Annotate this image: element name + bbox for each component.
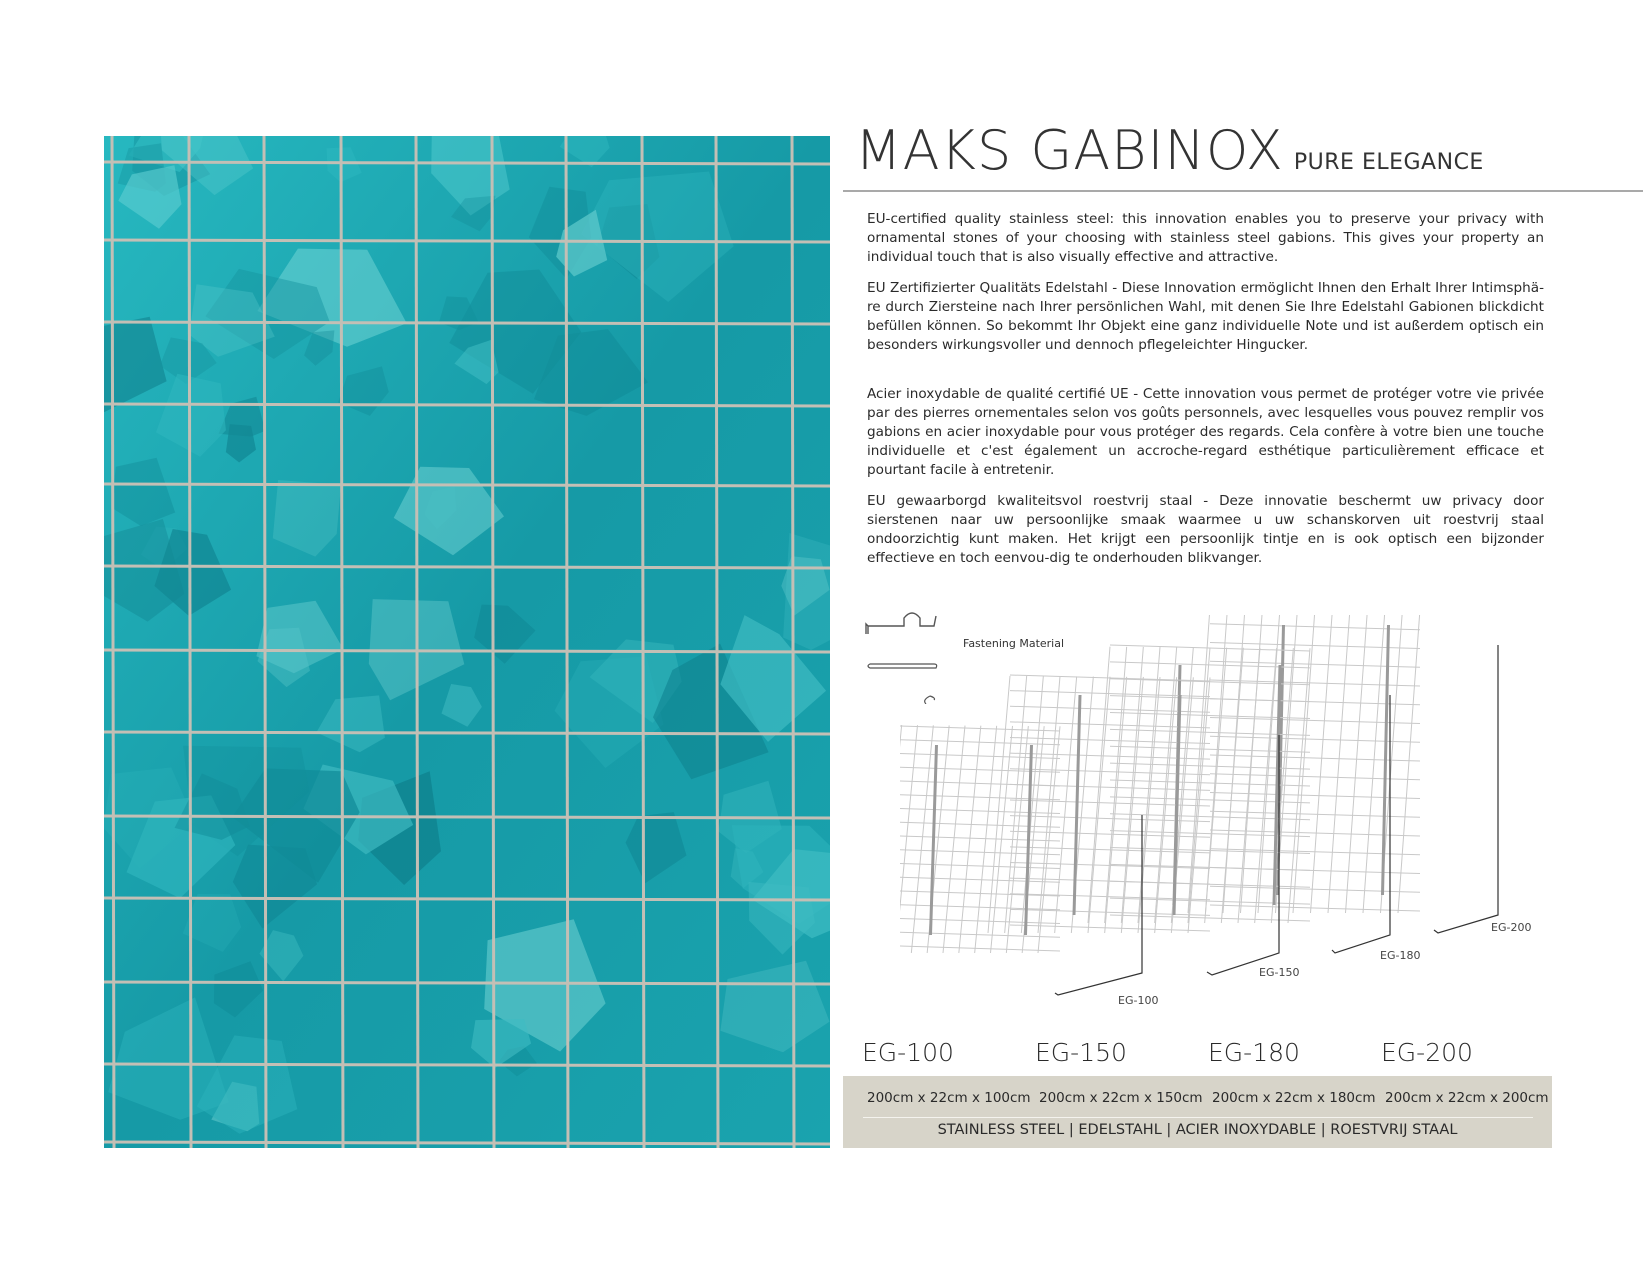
model-eg-100: EG-100 <box>862 1038 954 1067</box>
description <box>867 210 1544 580</box>
page-title <box>855 119 1484 182</box>
model-eg-150: EG-150 <box>1035 1038 1127 1067</box>
specifications-box <box>843 1076 1552 1148</box>
model-eg-200: EG-200 <box>1381 1038 1473 1067</box>
model-eg-180: EG-180 <box>1208 1038 1300 1067</box>
title-divider <box>843 190 1643 192</box>
paragraph-german: EU Zertifizierter Qualitäts Edelstahl - Diese Innovation ermöglicht Ihnen den Erhalt Ihrer Intimsphä-re durch Ziersteine nach Ihrer persönlichen Wahl, mit denen Sie Ihre Edelstahl Gabionen blickdicht befüllen können. So bekommt Ihr Objekt eine ganz individuelle Note und ist außerdem optisch ein besonders wirkungsvoller und dennoch pflegeleichter Hingucker. <box>867 280 1544 353</box>
tag-eg-100: EG-100 <box>1118 994 1159 1007</box>
brand-name: MAKS GABINOX <box>855 119 1284 182</box>
tagline: PURE ELEGANCE <box>1293 150 1484 175</box>
dimensions-eg-100: 200cm x 22cm x 100cm <box>867 1090 1031 1106</box>
dimensions-eg-180: 200cm x 22cm x 180cm <box>1212 1090 1376 1106</box>
fastening-material-label: Fastening Material <box>963 637 1065 650</box>
glass-mesh-image <box>104 136 830 1148</box>
tag-eg-180: EG-180 <box>1380 949 1421 962</box>
paragraph-english: EU-certified quality stainless steel: this innovation enables you to preserve your privacy with ornamental stones of your choosing with stainless steel gabions. This gives your property an individual touch that is also visually effective and attractive. <box>867 211 1544 265</box>
dimensions-eg-150: 200cm x 22cm x 150cm <box>1039 1090 1203 1106</box>
material-line: STAINLESS STEEL | EDELSTAHL | ACIER INOXYDABLE | ROESTVRIJ STAAL <box>937 1122 1458 1138</box>
leader-eg200 <box>1434 645 1498 933</box>
gabion-models-drawing <box>900 615 1520 1015</box>
tag-eg-200: EG-200 <box>1491 921 1532 934</box>
dimensions-eg-200: 200cm x 22cm x 200cm <box>1385 1090 1549 1106</box>
paragraph-french: Acier inoxydable de qualité certifié UE - Cette innovation vous permet de protéger votre vie privée par des pierres ornementales selon vos goûts personnels, avec lesquelles vous pouvez remplir vos gabions en acier inoxydable pour vous protéger des regards. Cela confère à votre bien une touche individuelle et c'est également un accroche-regard esthétique particulièrement efficace et pourtant facile à entretenir. <box>867 386 1544 478</box>
paragraph-dutch: EU gewaarborgd kwaliteitsvol roestvrij staal - Deze innovatie beschermt uw privacy door sierstenen naar uw persoonlijke smaak waarmee u uw schanskorven uit roestvrij staal ondoorzichtig kunt maken. Het krijgt een persoonlijk tintje en is ook optisch een bijzonder effectieve en toch eenvou-dig te onderhouden blikvanger. <box>867 493 1544 566</box>
spec-divider <box>863 1117 1533 1118</box>
gabion-photo <box>104 136 830 1148</box>
tag-eg-150: EG-150 <box>1259 966 1300 979</box>
